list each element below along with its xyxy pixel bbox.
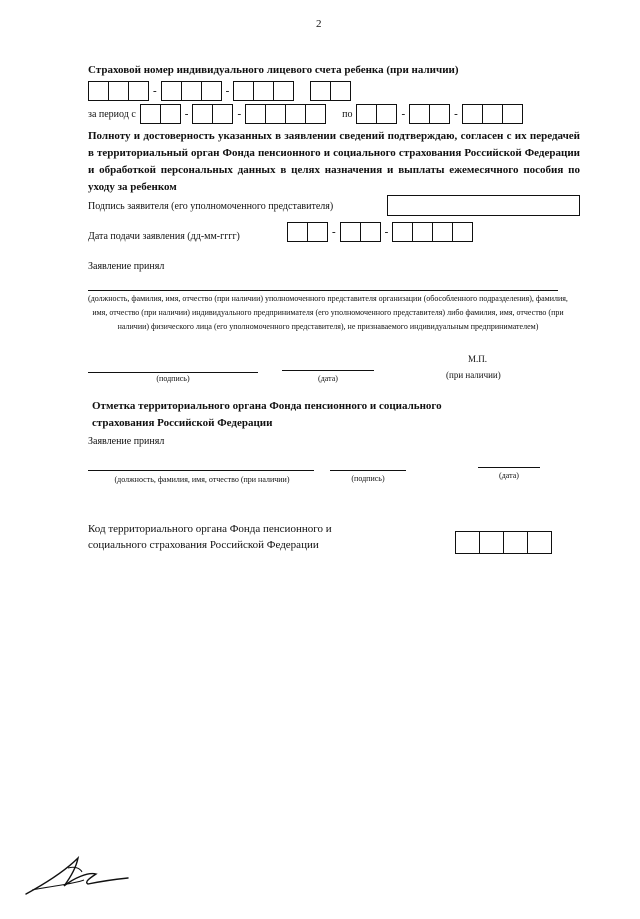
fund-mark-title: Отметка территориального органа Фонда пенсионного и социального страхования Российской Федерации (92, 400, 442, 429)
submission-month[interactable] (340, 222, 381, 242)
snils-group-4[interactable] (310, 81, 351, 101)
period-to-label: по (342, 108, 353, 120)
consent-text: Полноту и достоверность указанных в заявлении сведений подтверждаю, согласен с их передачей в территориальный орган Фонда пенсионного и социального страхования Российской Федерации и обработкой персональных данных в целях назначения и выплаты ежемесячного пособия по уходу за ребенком (88, 130, 580, 193)
signature-label: Подпись заявителя (его уполномоченного представителя) (88, 201, 334, 212)
fund-date-line[interactable] (478, 467, 540, 468)
fund-signature-line[interactable] (330, 470, 406, 471)
period-from-day[interactable] (140, 104, 181, 124)
snils-title: Страховой номер индивидуального лицевого счета ребенка (при наличии) (88, 64, 459, 76)
period-to-day[interactable] (356, 104, 397, 124)
accepted-date-caption: (дата) (318, 374, 338, 383)
period-to-month[interactable] (409, 104, 450, 124)
snils-group-3[interactable] (233, 81, 294, 101)
fund-date-caption: (дата) (499, 471, 519, 480)
submission-date-label: Дата подачи заявления (дд-мм-гггг) (88, 231, 240, 242)
period-to-year[interactable] (462, 104, 523, 124)
accepted-position-caption: (должность, фамилия, имя, отчество (при наличии) уполномоченного представителя организации (обособленного подразделения), фамилия, имя, отчество (при наличии) индивидуального предпринимателя (его уполномоченного представителя) либо фамилия, имя, отчество (при наличии) физического лица (его уполномоченного представителя), не признаваемого индивидуальным предпринимателем) (88, 294, 568, 331)
stamp-caption: (при наличии) (446, 370, 501, 380)
fund-position-line[interactable] (88, 470, 314, 471)
fund-accepted-label: Заявление принял (88, 436, 165, 447)
submission-year[interactable] (392, 222, 473, 242)
handwritten-signature-icon (18, 850, 138, 900)
snils-group-2[interactable] (161, 81, 222, 101)
signature-field[interactable] (387, 195, 580, 216)
submission-day[interactable] (287, 222, 328, 242)
submission-sep-1: - (332, 226, 336, 238)
submission-sep-2: - (384, 226, 389, 238)
fund-signature-caption: (подпись) (351, 474, 385, 483)
accepted-position-line[interactable] (88, 290, 558, 291)
snils-group-1[interactable] (88, 81, 149, 101)
period-sep-4: - (454, 108, 458, 120)
period-from-month[interactable] (192, 104, 233, 124)
period-sep-3: - (401, 108, 406, 120)
fund-code-label: Код территориального органа Фонда пенсионного и социального страхования Российской Федерации (88, 523, 332, 551)
accepted-label: Заявление принял (88, 261, 165, 272)
snils-boxes (88, 81, 351, 101)
period-row (88, 104, 523, 124)
snils-sep-1: - (153, 85, 157, 97)
accepted-date-line[interactable] (282, 370, 374, 371)
period-from-label: за период с (88, 108, 136, 120)
fund-code-boxes[interactable] (455, 531, 552, 554)
period-sep-1: - (184, 108, 189, 120)
period-from-year[interactable] (245, 104, 326, 124)
submission-date-boxes (287, 222, 473, 242)
page-number: 2 (316, 18, 322, 30)
accepted-signature-caption: (подпись) (156, 374, 190, 383)
period-sep-2: - (237, 108, 242, 120)
fund-position-caption: (должность, фамилия, имя, отчество (при наличии) (114, 475, 290, 484)
snils-sep-2: - (225, 85, 230, 97)
stamp-label: М.П. (468, 354, 488, 364)
